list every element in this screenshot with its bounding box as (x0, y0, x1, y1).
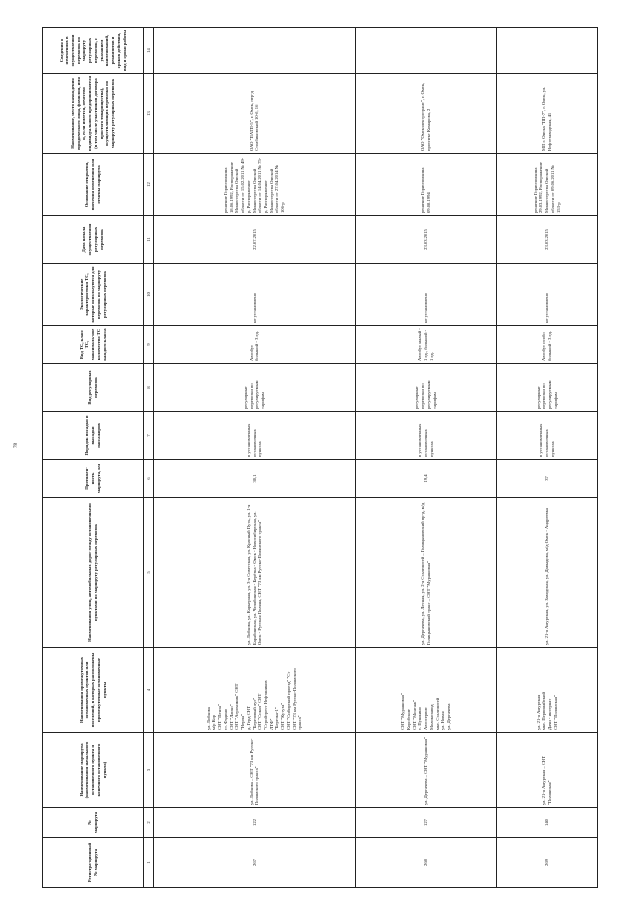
header-cell: Основание открытия, внесения изменения или отмены маршрута (43, 154, 144, 216)
column-number: 9 (143, 326, 153, 364)
stops-cell: ул. Лобкова м/р Кор СНТ "Пенза" ст. Фадино СНТ "Ласко" СНТ "Агрохимик" СНТ "Нерпа" д. Герд СНТ "Березовый луг" СНТ "Сокол" СНТ "Стройтрест Нефтяников ЛТФ" "Березка-1" СНТ "Кутуза" СНТ "Сибирский проезд" "Ст СНТ "73 км Русско-Полянского тракта" (153, 648, 355, 733)
header-cell: Сведения о изменениях в осуществлении перевозок по маршруту регулярных перевозок, с указанием наименований, реквизитов и сроков действия, вид и сроки работы (43, 28, 144, 74)
boarding-order-cell: в установленных остановочных пунктах (355, 412, 496, 460)
streets-cell: ул. 21-я Амурская, ул. Заводская, ул. Давыдова, м/д Омск - Андреевка (497, 498, 598, 648)
column-number: 1 (143, 838, 153, 888)
header-cell: Вид ТС, класс ТС, максималь-ное количество ТС каждого класса (43, 326, 144, 364)
column-number: 12 (143, 154, 153, 216)
streets-cell: ул. Лобкова, ул. Карьерная, ул. 3-я Советская, ул. Красный Путь, ул. 1-я Барабинская, ул. Челябинская - Берёзка - Омск - Новосибирская, ул. Омск - Русская Поляна, СНТ "73 км Русско-Полянского тракта" (153, 498, 355, 648)
column-number: 11 (143, 216, 153, 264)
stops-cell: СНТ "Мурашовая" Коробские СНТ "Монтаж" с. Пушкино Автосервис Молокозавод мкс. Сталелитей ул. Новая ул. Дергачева (355, 648, 496, 733)
column-number: 5 (143, 498, 153, 648)
page-number: 78 (14, 443, 19, 448)
header-cell: Регистра-ционный № маршрута (43, 838, 144, 888)
transport-kind-cell: регулярные перевозки по регулируемым тарифам (153, 364, 355, 412)
header-cell: Дата начала осуществления регулярных перевозок (43, 216, 144, 264)
length-cell: 19,4 (355, 460, 496, 498)
column-number: 2 (143, 808, 153, 838)
route-name-cell: ул. Дергачева – СНТ "Мурашовая" (355, 733, 496, 808)
column-number: 8 (143, 364, 153, 412)
vehicles-cell: Автобус малый - 1 ед., большой - 1 ед. (355, 326, 496, 364)
reg-number-cell: 267 (153, 838, 355, 888)
length-cell: 30,1 (153, 460, 355, 498)
header-cell: Вид регулярных перевозок (43, 364, 144, 412)
basis-cell: решение Горисполкома 29.03.1992, Распоряжение Министерства Омской области от 09.06.2011 № 153-р (497, 154, 598, 216)
reg-number-cell: 268 (355, 838, 496, 888)
header-row (43, 28, 144, 888)
table-row (355, 28, 496, 888)
start-date-cell: 22.07.2015 (153, 216, 355, 264)
route-name-cell: ул. 21-я Амурская – СНТ "Полянская" (497, 733, 598, 808)
column-number: 7 (143, 412, 153, 460)
column-number: 4 (143, 648, 153, 733)
eco-cell: не установлено (497, 264, 598, 326)
transport-kind-cell: регулярные перевозки по регулируемым тарифам (497, 364, 598, 412)
header-cell: Экологические характеристики ТС, которые используются для перевозок по маршруту регулярных перевозок (43, 264, 144, 326)
column-number: 3 (143, 733, 153, 808)
boarding-order-cell: в установленных остановочных пунктах (153, 412, 355, 460)
vehicles-cell: Автобус большой - 3 ед. (153, 326, 355, 364)
carrier-cell: ОАО "Омскэлектротранс", г. Омск, проспект Комарова, 2 (355, 74, 496, 154)
header-cell: Порядок посадки и высадки пассажиров (43, 412, 144, 460)
eco-cell: не установлено (355, 264, 496, 326)
start-date-cell: 23.03.2015 (355, 216, 496, 264)
notes-cell (355, 28, 496, 74)
table-row (153, 28, 355, 888)
column-number: 14 (143, 28, 153, 74)
reg-number-cell: 269 (497, 838, 598, 888)
column-number: 10 (143, 264, 153, 326)
carrier-cell: МП г. Омска "ПП-7", г. Омск, ул. Нефтезаводская, 41 (497, 74, 598, 154)
stops-cell: ул. 21-я Амурская мкс. Первомайский Дачи - интернат СНТ "Полянская" (497, 648, 598, 733)
routes-register-table (42, 27, 598, 888)
eco-cell: не установлено (153, 264, 355, 326)
table-row (497, 28, 598, 888)
start-date-cell: 23.03.2015 (497, 216, 598, 264)
column-number: 6 (143, 460, 153, 498)
notes-cell (153, 28, 355, 74)
boarding-order-cell: в установленных остановочных пунктах (497, 412, 598, 460)
route-name-cell: ул. Лобкова – СНТ "73 км Русско-Полянского тракта" (153, 733, 355, 808)
column-number: 13 (143, 74, 153, 154)
carrier-cell: ОАО "ПАТП-5", г. Омск, пер-д Столбиковский 10-б, 16 (153, 74, 355, 154)
streets-cell: ул. Дергачева, ул. Лесная, ул. 2-я Сталелитей – Голицыновский пр-д, м/д Голицыновский тракт – СНТ "Мурашовая" (355, 498, 496, 648)
header-cell: Наименование маршрута (наименования начального остановочного пункта и конечного остановочного пункта) (43, 733, 144, 808)
header-cell: Протяжен-ность маршрута, км (43, 460, 144, 498)
header-cell: № маршрута (43, 808, 144, 838)
column-number-row (143, 28, 153, 888)
route-number-cell: 127 (355, 808, 496, 838)
route-number-cell: 140 (497, 808, 598, 838)
basis-cell: решение Горисполкома 09.08.1994 (355, 154, 496, 216)
routes-register-table-wrapper (42, 28, 598, 888)
notes-cell (497, 28, 598, 74)
header-cell: Наименования промежуточных остановочных пунктов или поселений, в которых расположены промежуточные остановочные пункты (43, 648, 144, 733)
route-number-cell: 122 (153, 808, 355, 838)
header-cell: Наименования улиц, автомобильных дорог между остановочными пунктами по маршруту регулярных перевозок (43, 498, 144, 648)
vehicles-cell: Автобус особо большой - 3 ед. (497, 326, 598, 364)
basis-cell: решение Горисполкома 18.06.1992, Распоряжение Министерства Омской области от 15.02.2011 № 49-р, Распоряжение Министерства Омской области от 14.04.2011 № 75-р, Распоряжение Министерства Омской области от 27.04.2014 № 106-р (153, 154, 355, 216)
transport-kind-cell: регулярные перевозки по регулируемым тарифам (355, 364, 496, 412)
length-cell: 37 (497, 460, 598, 498)
header-cell: Наименование, место нахождения юридического лица, фамилия, имя и, если имеется, отчество индивидуального предпринимателя (в том числе участников договора простого товарищества), осуществляющих перевозки по маршруту регулярных перевозок (43, 74, 144, 154)
